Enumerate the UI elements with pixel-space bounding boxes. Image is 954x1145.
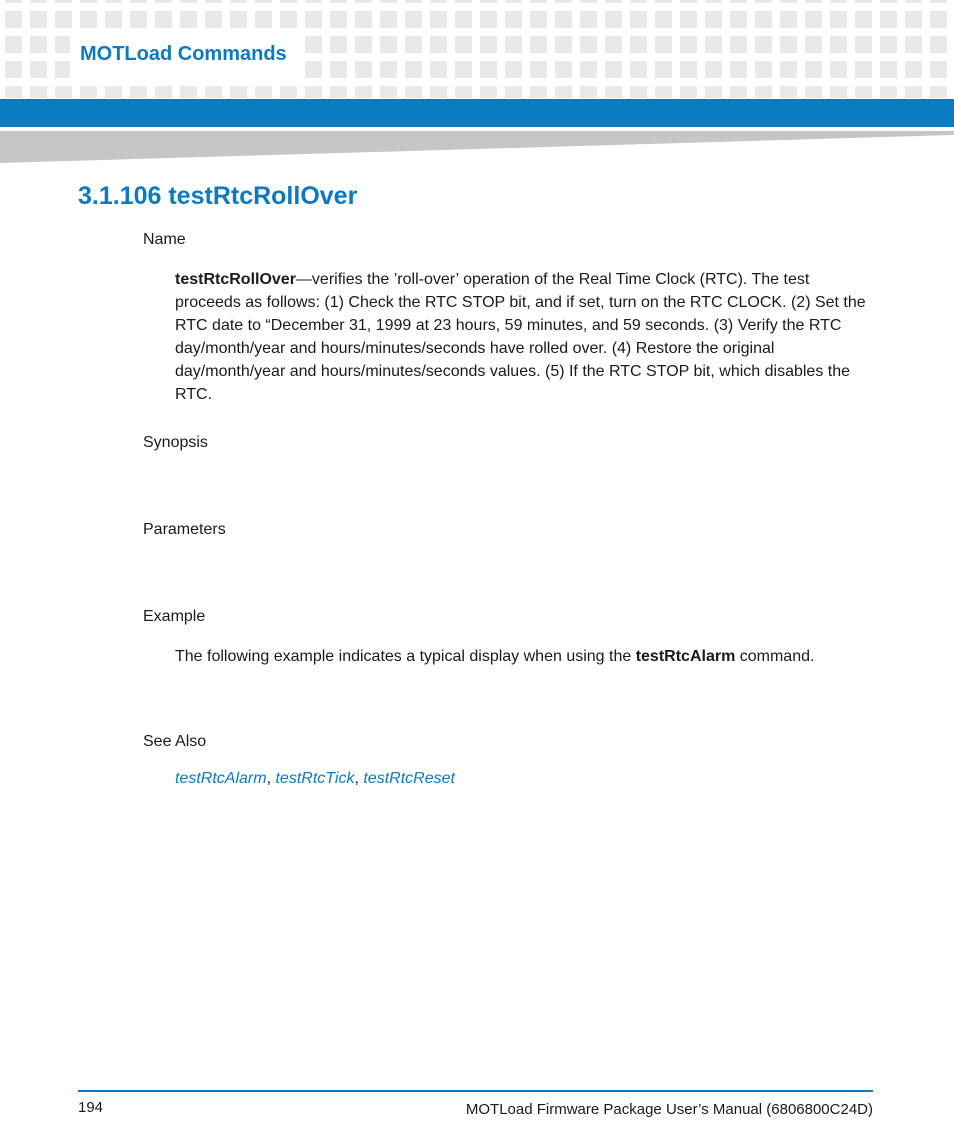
link-separator: , xyxy=(354,770,364,787)
synopsis-label: Synopsis xyxy=(143,434,208,451)
footer-rule xyxy=(78,1090,873,1092)
link-testrtcreset[interactable]: testRtcReset xyxy=(363,770,455,787)
name-description xyxy=(175,268,875,406)
see-also-links xyxy=(175,770,455,788)
name-label: Name xyxy=(143,231,186,248)
name-command: testRtcRollOver xyxy=(175,271,296,288)
section-heading: 3.1.106 testRtcRollOver xyxy=(78,182,358,210)
example-text-before: The following example indicates a typical display when using the xyxy=(175,648,636,665)
name-text: —verifies the ’roll-over’ operation of the Real Time Clock (RTC). The test proceeds as follows: (1) Check the RTC STOP bit, and if set, turn on the RTC CLOCK. (2) Set the RTC date to “December 31, 1999 at 23 hours, 59 minutes, and 59 seconds. (3) Verify the RTC day/month/year and hours/minutes/seconds have rolled over. (4) Restore the original day/month/year and hours/minutes/seconds values. (5) If the RTC STOP bit, which disables the RTC. xyxy=(175,271,866,403)
footer-doc-title: MOTLoad Firmware Package User’s Manual (6806800C24D) xyxy=(465,1101,873,1118)
example-description xyxy=(175,645,875,668)
link-separator: , xyxy=(266,770,276,787)
header-title: MOTLoad Commands xyxy=(70,36,297,80)
example-command: testRtcAlarm xyxy=(635,648,736,665)
link-testrtctick[interactable]: testRtcTick xyxy=(275,770,355,787)
link-testrtcalarm[interactable]: testRtcAlarm xyxy=(175,770,267,787)
example-label: Example xyxy=(143,608,206,625)
header-blue-band xyxy=(0,99,954,127)
footer-page-number: 194 xyxy=(78,1099,104,1116)
parameters-label: Parameters xyxy=(143,521,226,538)
example-text-after: command. xyxy=(735,648,815,665)
see-also-label: See Also xyxy=(143,733,207,750)
header-gray-wedge xyxy=(0,131,954,163)
